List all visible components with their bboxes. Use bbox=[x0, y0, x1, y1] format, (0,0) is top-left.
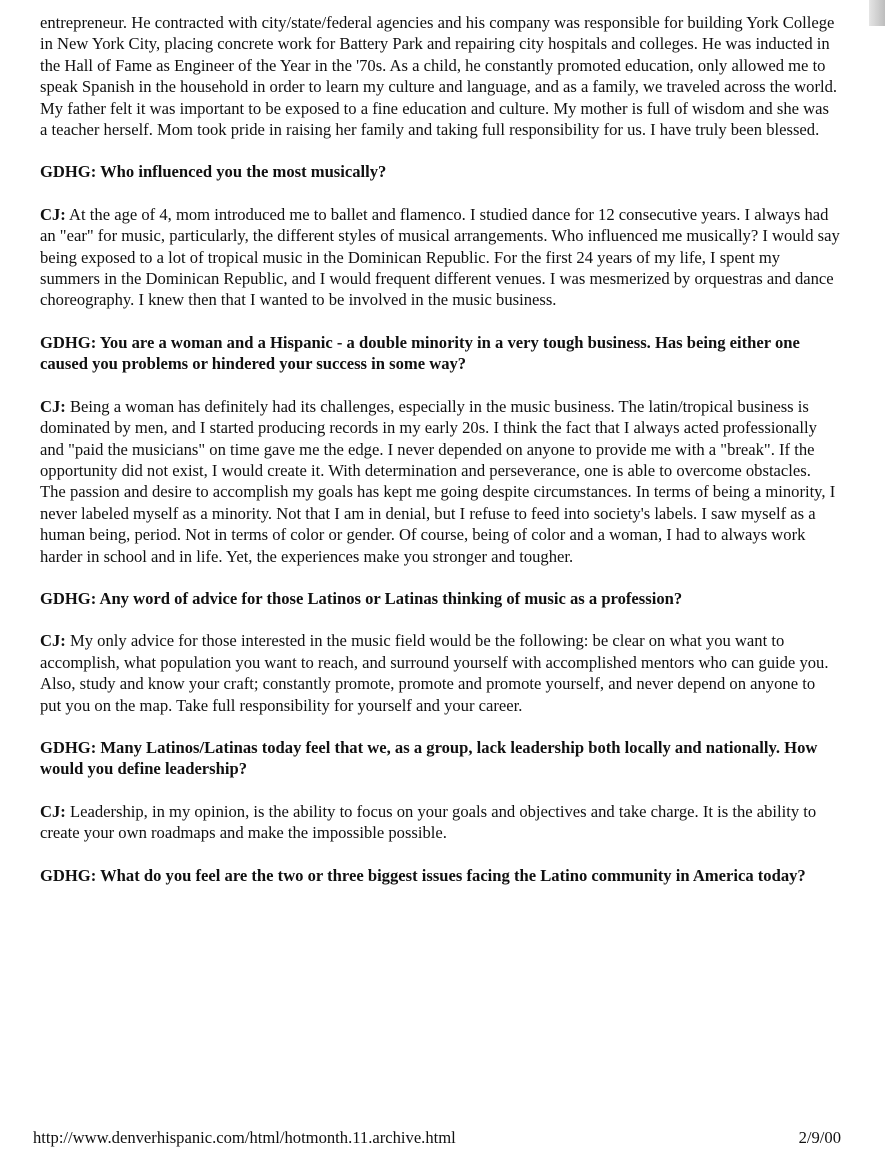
answer-1 bbox=[40, 204, 840, 311]
answer-4 bbox=[40, 801, 840, 844]
question-3: GDHG: Any word of advice for those Latinos or Latinas thinking of music as a profession? bbox=[40, 588, 683, 608]
question-4: GDHG: Many Latinos/Latinas today feel that we, as a group, lack leadership both locally and nationally. How would you define leadership? bbox=[40, 737, 818, 779]
speaker-label: CJ: bbox=[40, 396, 66, 416]
speaker-label: CJ: bbox=[40, 204, 66, 224]
question-2: GDHG: You are a woman and a Hispanic - a double minority in a very tough business. Has being either one caused you problems or hindered your success in some way? bbox=[40, 332, 800, 374]
answer-text: My only advice for those interested in the music field would be the following: be clear on what you want to accomplish, what population you want to reach, and surround yourself with accomplished mentors who can guide you. Also, study and know your craft; constantly promote, promote and promote yourself, and never depend on anyone to put you on the map. Take full responsibility for yourself and your career. bbox=[40, 631, 829, 715]
footer-date: 2/9/00 bbox=[798, 1128, 841, 1147]
footer-url: http://www.denverhispanic.com/html/hotmonth.11.archive.html bbox=[33, 1128, 456, 1147]
intro-paragraph: entrepreneur. He contracted with city/state/federal agencies and his company was responsible for building York College in New York City, placing concrete work for Battery Park and repairing city hospitals and colleges. He was inducted in the Hall of Fame as Engineer of the Year in the '70s. As a child, he constantly promoted education, only allowed me to speak Spanish in the household in order to learn my culture and language, and as a family, we traveled across the world. My father felt it was important to be exposed to a fine education and culture. My mother is full of wisdom and she was a teacher herself. Mom took pride in raising her family and taking full responsibility for us. I have truly been blessed. bbox=[40, 13, 838, 140]
answer-text: Being a woman has definitely had its challenges, especially in the music business. The latin/tropical business is dominated by men, and I started producing records in my early 20s. I think the fact that I always acted professionally and "paid the musicians" on time gave me the edge. I never depended on anyone to provide me with a "break". If the opportunity did not exist, I would create it. With determination and perseverance, one is able to overcome obstacles. The passion and desire to accomplish my goals has kept me going despite circumstances. In terms of being a minority, I never labeled myself as a minority. Not that I am in denial, but I refuse to feed into society's labels. I saw myself as a human being, period. Not in terms of color or gender. Of course, being of color and a woman, I had to always work harder in school and in life. Yet, the experiences make you stronger and tougher. bbox=[40, 396, 836, 566]
question-1: GDHG: Who influenced you the most musically? bbox=[40, 162, 387, 182]
answer-3 bbox=[40, 630, 840, 716]
speaker-label: CJ: bbox=[40, 801, 66, 821]
speaker-label: CJ: bbox=[40, 631, 66, 651]
question-5: GDHG: What do you feel are the two or three biggest issues facing the Latino community in America today? bbox=[40, 865, 806, 885]
answer-text: At the age of 4, mom introduced me to ballet and flamenco. I studied dance for 12 consecutive years. I always had an "ear" for music, particularly, the different styles of musical arrangements. Who influenced me musically? I would say being exposed to a lot of tropical music in the Dominican Republic. For the first 24 years of my life, I spent my summers in the Dominican Republic, and I would frequent different venues. I was mesmerized by orquestras and dance choreography. I knew then that I wanted to be involved in the music business. bbox=[40, 204, 840, 310]
answer-text: Leadership, in my opinion, is the ability to focus on your goals and objectives and take charge. It is the ability to create your own roadmaps and make the impossible possible. bbox=[40, 801, 817, 843]
document-page bbox=[40, 12, 840, 886]
scan-edge-mark bbox=[869, 0, 885, 26]
answer-2 bbox=[40, 396, 840, 567]
page-footer bbox=[33, 1127, 841, 1149]
